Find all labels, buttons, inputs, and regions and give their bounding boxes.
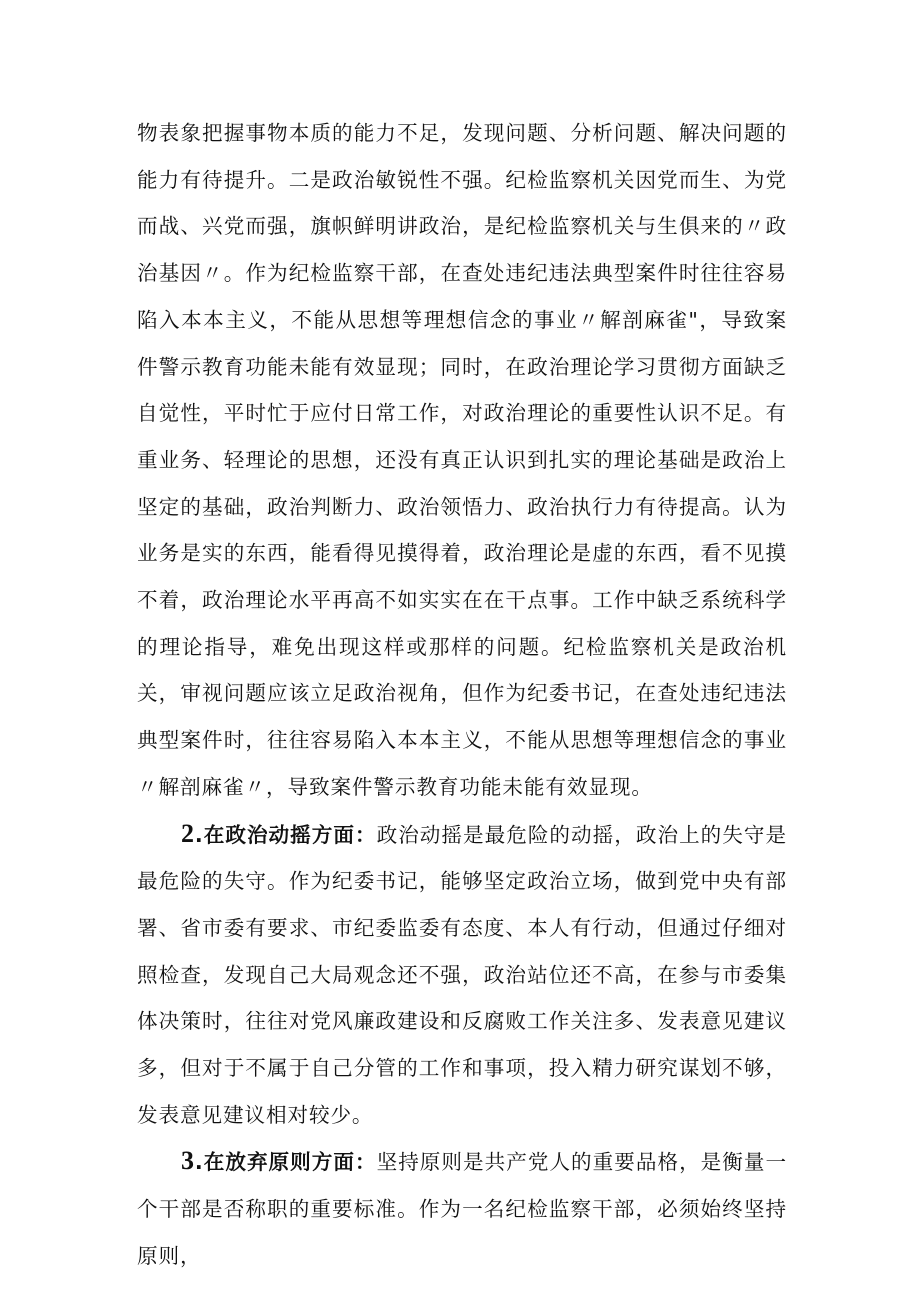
document-page — [137, 110, 787, 1280]
paragraph-political-wavering — [137, 811, 787, 1139]
paragraph-text: 物表象把握事物本质的能力不足，发现问题、分析问题、解决问题的能力有待提升。二是政治敏锐性不强。纪检监察机关因党而生、为党而战、兴党而强，旗帜鲜明讲政治，是纪检监察机关与生俱来的〃政治基因〃。作为纪检监察干部，在查处违纪违法典型案件时往往容易陷入本本主义，不能从思想等理想信念的事业〃解剖麻雀"，导致案件警示教育功能未能有效显现；同时，在政治理论学习贯彻方面缺乏自觉性，平时忙于应付日常工作，对政治理论的重要性认识不足。有重业务、轻理论的思想，还没有真正认识到扎实的理论基础是政治上坚定的基础，政治判断力、政治领悟力、政治执行力有待提高。认为业务是实的东西，能看得见摸得着，政治理论是虚的东西，看不见摸不着，政治理论水平再高不如实实在在干点事。工作中缺乏系统科学的理论指导，难免出现这样或那样的问题。纪检监察机关是政治机关，审视问题应该立足政治视角，但作为纪委书记，在查处违纪违法典型案件时，往往容易陷入本本主义，不能从思想等理想信念的事业〃解剖麻雀〃，导致案件警示教育功能未能有效显现。 — [137, 121, 787, 799]
paragraph-text: 坚持原则是共产党人的重要品格，是衡量一个干部是否称职的重要标准。作为一名纪检监察干部，必须始终坚持原则， — [137, 1150, 787, 1268]
paragraph-continuation — [137, 110, 787, 811]
section-heading: .在放弃原则方面： — [194, 1150, 377, 1175]
paragraph-text: 政治动摇是最危险的动摇，政治上的失守是最危险的失守。作为纪委书记，能够坚定政治立场，做到党中央有部署、省市委有要求、市纪委监委有态度、本人有行动，但通过仔细对照检查，发现自己大局观念还不强，政治站位还不高，在参与市委集体决策时，往往对党风廉政建设和反腐败工作关注多、发表意见建议多，但对于不属于自己分管的工作和事项，投入精力研究谋划不够，发表意见建议相对较少。 — [137, 822, 787, 1127]
section-heading: .在政治动摇方面： — [194, 822, 377, 847]
paragraph-abandoning-principles — [137, 1138, 787, 1279]
section-number: 3 — [181, 1146, 195, 1176]
section-number: 2 — [181, 818, 195, 848]
